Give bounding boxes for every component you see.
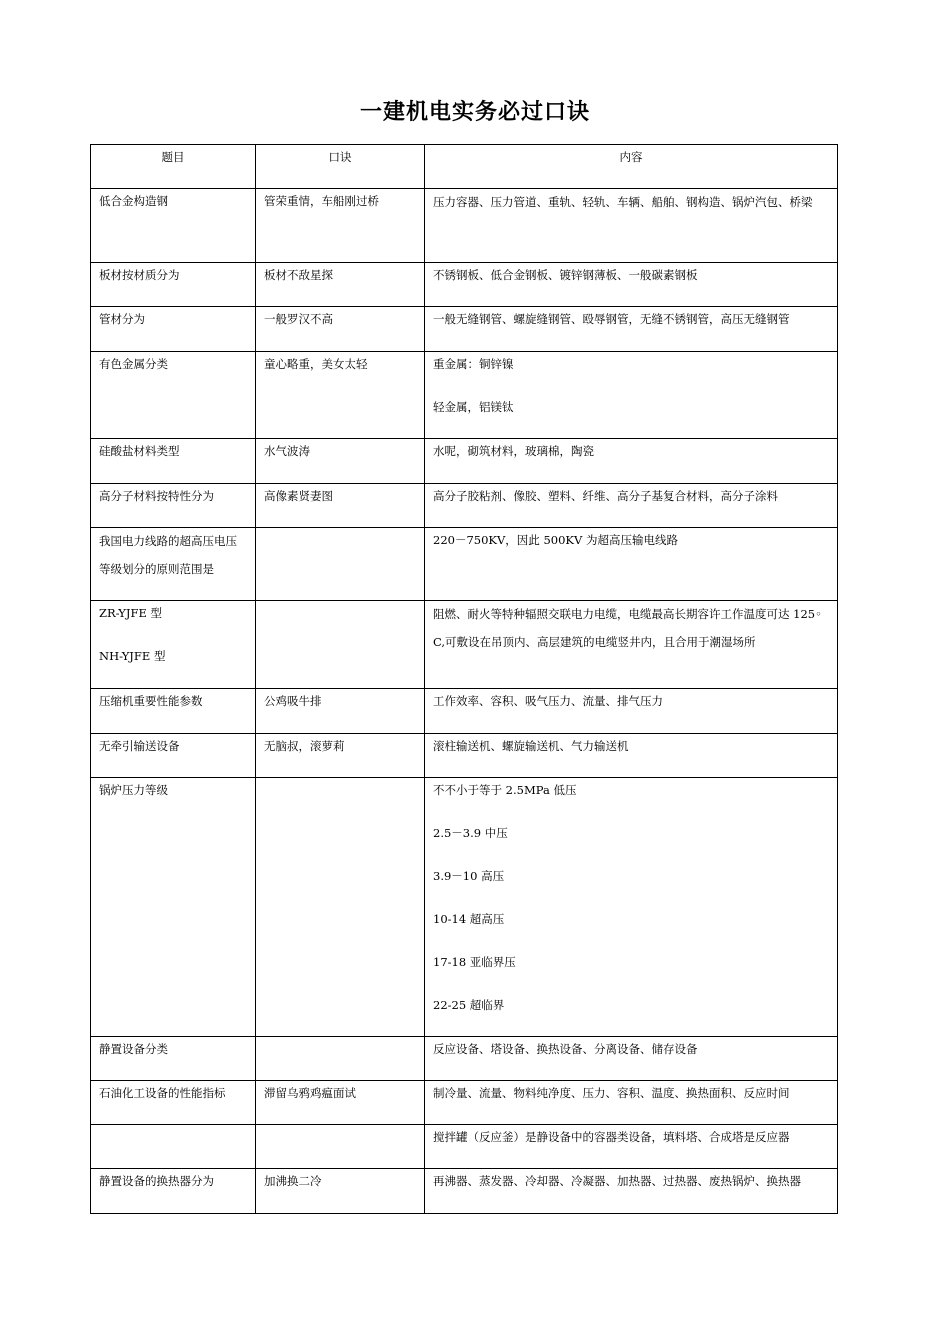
content-cell (425, 439, 838, 484)
topic-text: 我国电力线路的超高压电压等级划分的原则范围是 (99, 534, 237, 576)
topic-text: NH-YJFE 型 (99, 649, 166, 663)
topic-text: 低合金构造钢 (99, 194, 168, 208)
table-row (91, 689, 838, 734)
content-text: 3.9－10 高压 (433, 869, 505, 883)
mnemonic-cell: 童心略重，美女太轻 (256, 352, 425, 439)
mnemonic-cell (256, 601, 425, 689)
content-cell (425, 263, 838, 307)
topic-text: 高分子材料按特性分为 (99, 489, 214, 503)
topic-text: 有色金属分类 (99, 357, 168, 371)
page-title: 一建机电实务必过口诀 (359, 99, 590, 125)
content-cell (425, 1169, 838, 1214)
topic-cell (91, 189, 256, 263)
content-text: 压力容器、压力管道、重轨、轻轨、车辆、船舶、钢构造、锅炉汽包、桥梁 (433, 195, 813, 209)
content-text: 不锈钢板、低合金钢板、镀锌钢薄板、一般碳素钢板 (433, 268, 698, 282)
mnemonic-cell: 公鸡吸牛排 (256, 689, 425, 734)
content-text: 轻金属，铝镁钛 (433, 400, 514, 414)
topic-text: 硅酸盐材料类型 (99, 444, 180, 458)
topic-cell (91, 484, 256, 528)
content-cell (425, 778, 838, 1037)
topic-text: 静置设备分类 (99, 1042, 168, 1056)
content-text: 重金属：铜锌镍 (433, 357, 514, 371)
mnemonic-cell: 加沸换二冷 (256, 1169, 425, 1214)
content-text: 高分子胶粘剂、像胶、塑料、纤维、高分子基复合材料，高分子涂料 (433, 489, 778, 503)
table-row (91, 1125, 838, 1169)
content-text: 阻燃、耐火等特种辐照交联电力电缆，电缆最高长期容许工作温度可达 125◦C,可敷设在吊顶内、高层建筑的电缆竖井内，且合用于潮湿场所 (433, 607, 822, 649)
mnemonic-cell (256, 778, 425, 1037)
content-cell (425, 307, 838, 352)
content-text: 22-25 超临界 (433, 998, 505, 1012)
table-row (91, 528, 838, 601)
content-cell (425, 528, 838, 601)
table-row (91, 484, 838, 528)
mnemonic-cell: 滞留乌鸦鸡瘟面试 (256, 1081, 425, 1125)
content-cell (425, 1037, 838, 1081)
content-text: 搅拌罐（反应釜）是静设备中的容器类设备，填料塔、合成塔是反应器 (433, 1130, 790, 1144)
table-row (91, 734, 838, 778)
content-text: 水呢，砌筑材料，玻璃棉，陶瓷 (433, 444, 594, 458)
mnemonic-cell: 管荣重情，车船刚过桥 (256, 189, 425, 263)
topic-text: ZR-YJFE 型 (99, 606, 163, 620)
table-row (91, 778, 838, 1037)
topic-cell (91, 307, 256, 352)
content-text: 2.5－3.9 中压 (433, 826, 508, 840)
content-text: 滚柱输送机、螺旋输送机、气力输送机 (433, 739, 629, 753)
topic-cell (91, 1125, 256, 1169)
topic-cell (91, 601, 256, 689)
topic-text: 静置设备的换热器分为 (99, 1174, 214, 1188)
content-cell (425, 1081, 838, 1125)
content-text: 工作效率、容积、吸气压力、流量、排气压力 (433, 694, 663, 708)
content-text: 再沸器、蒸发器、冷却器、冷凝器、加热器、过热器、废热锅炉、换热器 (433, 1174, 801, 1188)
content-text: 不不小于等于 2.5MPa 低压 (433, 783, 577, 797)
mnemonic-cell: 无脑叔，滚萝莉 (256, 734, 425, 778)
table-row (91, 263, 838, 307)
table-row (91, 601, 838, 689)
table-row (91, 307, 838, 352)
table-row (91, 1081, 838, 1125)
topic-text: 压缩机重要性能参数 (99, 694, 203, 708)
content-cell (425, 484, 838, 528)
topic-cell (91, 1037, 256, 1081)
table-row (91, 352, 838, 439)
topic-cell (91, 1169, 256, 1214)
mnemonic-cell (256, 528, 425, 601)
column-header-mnemonic: 口诀 (256, 145, 425, 189)
content-cell (425, 734, 838, 778)
mnemonic-cell: 板材不敌星探 (256, 263, 425, 307)
mnemonic-table (90, 144, 838, 1214)
table-header-row (91, 145, 838, 189)
topic-cell (91, 1081, 256, 1125)
content-cell (425, 352, 838, 439)
column-header-topic: 题目 (91, 145, 256, 189)
topic-text: 管材分为 (99, 312, 145, 326)
table-row (91, 1037, 838, 1081)
mnemonic-cell: 水气波涛 (256, 439, 425, 484)
topic-text: 石油化工设备的性能指标 (99, 1086, 226, 1100)
topic-cell (91, 528, 256, 601)
column-header-content: 内容 (425, 145, 838, 189)
topic-cell (91, 263, 256, 307)
topic-cell (91, 689, 256, 734)
content-text: 制冷量、流量、物料纯净度、压力、容积、温度、换热面积、反应时间 (433, 1086, 790, 1100)
content-text: 10-14 超高压 (433, 912, 505, 926)
topic-cell (91, 352, 256, 439)
content-cell (425, 601, 838, 689)
mnemonic-cell: 高像素贤妻图 (256, 484, 425, 528)
content-text: 反应设备、塔设备、换热设备、分离设备、储存设备 (433, 1042, 698, 1056)
topic-text: 无牵引输送设备 (99, 739, 180, 753)
content-text: 220－750KV，因此 500KV 为超高压输电线路 (433, 533, 678, 547)
mnemonic-cell (256, 1125, 425, 1169)
topic-text: 锅炉压力等级 (99, 783, 168, 797)
content-cell (425, 1125, 838, 1169)
topic-cell (91, 439, 256, 484)
content-text: 一般无缝钢管、螺旋缝钢管、殴辱钢管，无缝不锈钢管，高压无缝钢管 (433, 312, 790, 326)
topic-cell (91, 734, 256, 778)
topic-cell (91, 778, 256, 1037)
table-row (91, 189, 838, 263)
topic-text: 板材按材质分为 (99, 268, 180, 282)
content-cell (425, 189, 838, 263)
mnemonic-cell: 一般罗汉不高 (256, 307, 425, 352)
table-row (91, 439, 838, 484)
table-row (91, 1169, 838, 1214)
content-text: 17-18 亚临界压 (433, 955, 516, 969)
content-cell (425, 689, 838, 734)
mnemonic-cell (256, 1037, 425, 1081)
